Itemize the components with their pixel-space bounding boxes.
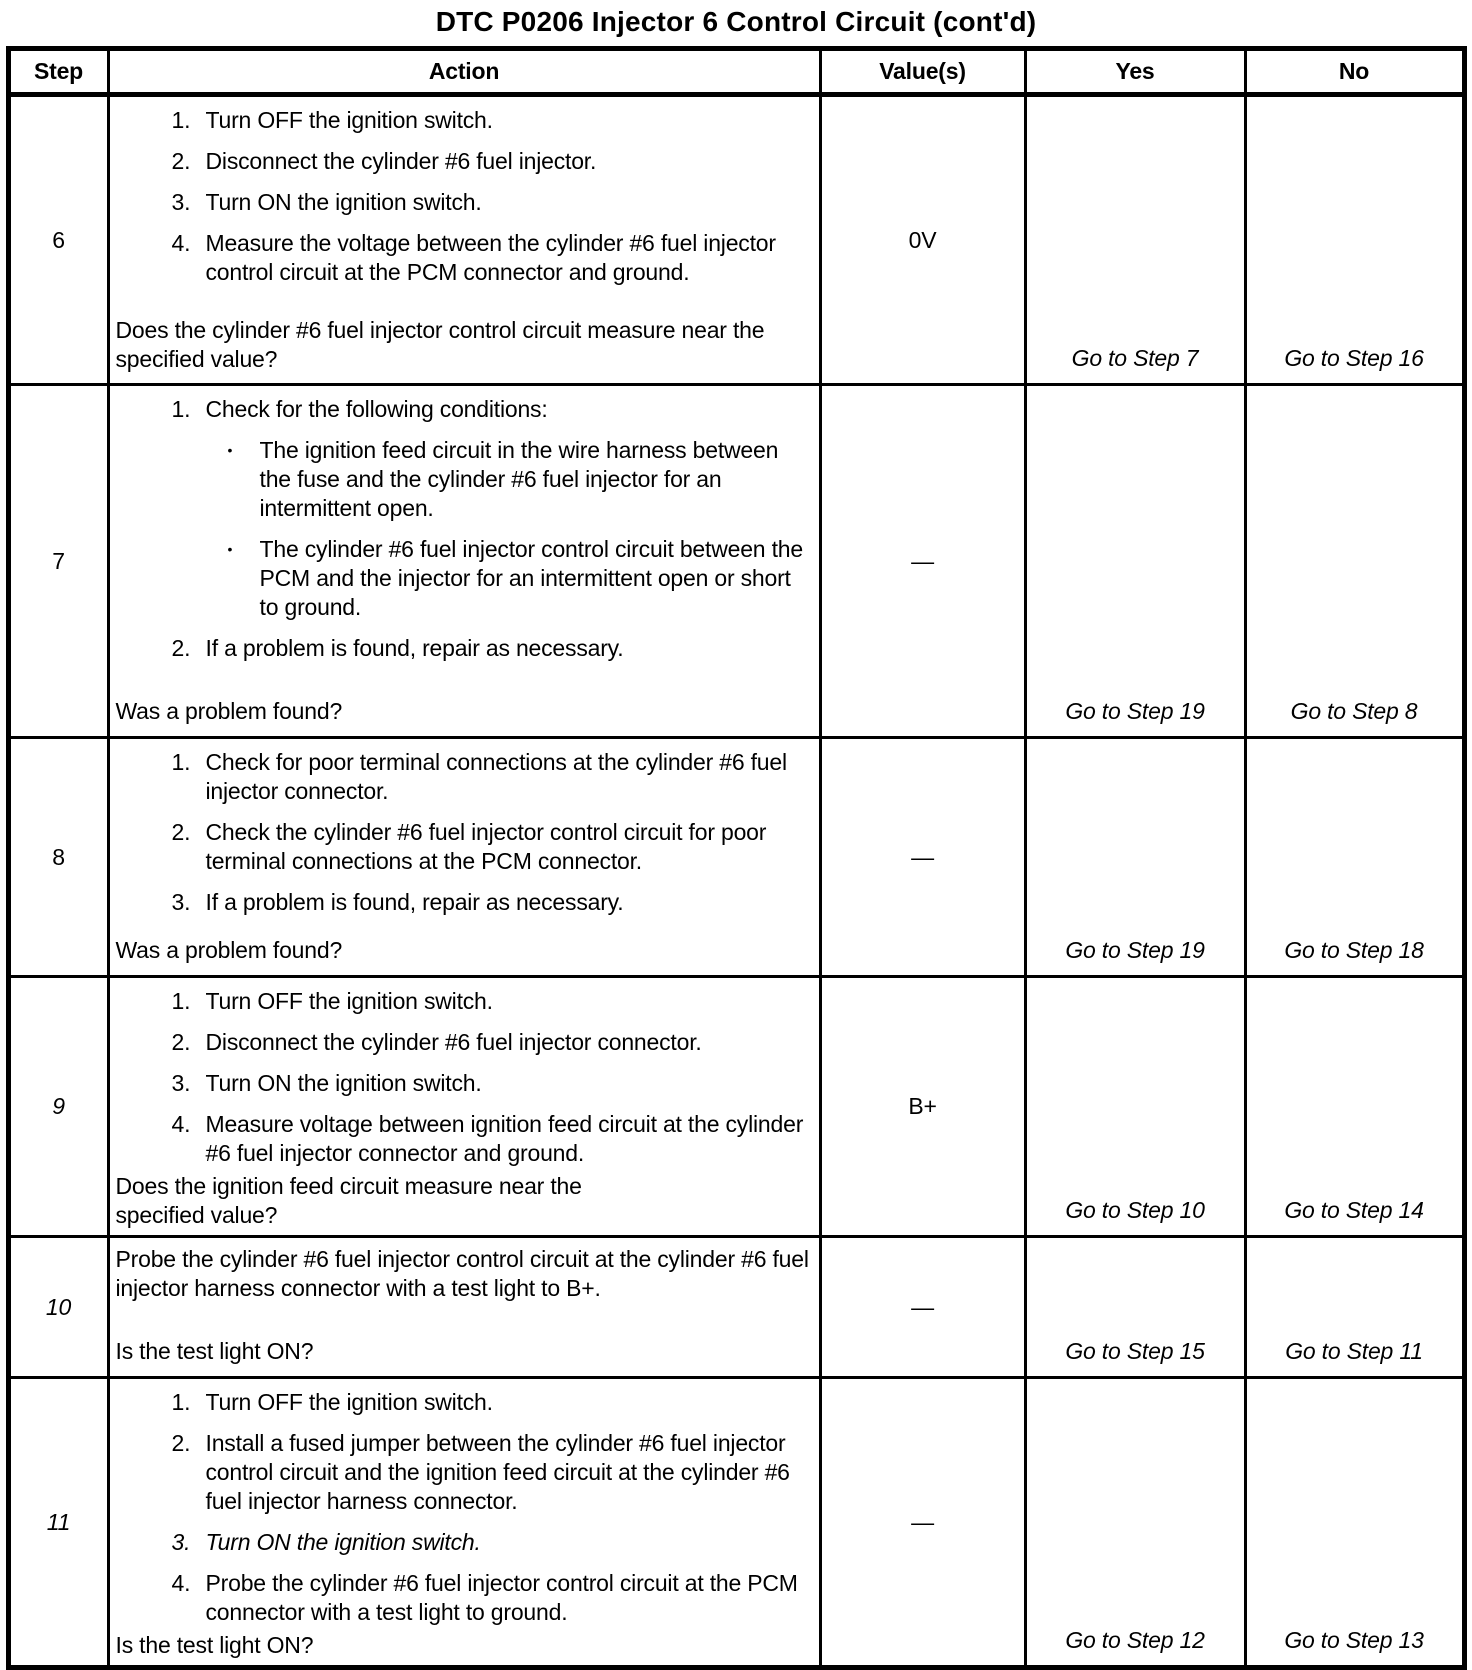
yes-cell: Go to Step 10	[1025, 977, 1245, 1237]
item-text: Disconnect the cylinder #6 fuel injector.	[205, 148, 597, 174]
action-item	[116, 188, 811, 217]
step-cell: 10	[8, 1237, 108, 1378]
item-text: If a problem is found, repair as necessary.	[205, 889, 624, 915]
question-text: Does the cylinder #6 fuel injector control circuit measure near the specified value?	[115, 317, 765, 372]
no-cell: Go to Step 13	[1245, 1378, 1464, 1668]
action-items	[116, 102, 811, 287]
action-item	[116, 1569, 811, 1627]
item-text: Install a fused jumper between the cylinder #6 fuel injector control circuit and the ignition feed circuit at the cylinder #6 fuel injector harness connector.	[205, 1430, 790, 1514]
yes-cell: Go to Step 7	[1025, 95, 1245, 385]
bullet-icon: •	[227, 442, 233, 458]
item-number: 3.	[171, 1070, 191, 1096]
item-text: Measure the voltage between the cylinder #6 fuel injector control circuit at the PCM connector and ground.	[205, 230, 776, 285]
value-cell: —	[820, 738, 1025, 977]
action-items	[116, 1384, 811, 1627]
item-number: 1.	[171, 749, 191, 775]
item-text: Check for poor terminal connections at the cylinder #6 fuel injector connector.	[205, 749, 787, 804]
value-cell: 0V	[820, 95, 1025, 385]
item-number: 1.	[171, 988, 191, 1014]
step-cell: 7	[8, 385, 108, 738]
action-item	[116, 634, 811, 663]
no-cell: Go to Step 14	[1245, 977, 1464, 1237]
item-number: 4.	[171, 1570, 191, 1596]
action-item	[116, 987, 811, 1016]
column-header-no: No	[1245, 49, 1464, 95]
column-header-action: Action	[108, 49, 820, 95]
value-cell: —	[820, 1378, 1025, 1668]
item-number: 2.	[171, 148, 191, 174]
item-text: Turn ON the ignition switch.	[205, 1070, 482, 1096]
table-row	[8, 1237, 1464, 1378]
action-item	[116, 1110, 811, 1168]
action-text: Probe the cylinder #6 fuel injector control circuit at the cylinder #6 fuel injector harness connector with a test light to B+.	[115, 1246, 809, 1301]
action-cell	[108, 95, 820, 385]
item-number: 1.	[171, 107, 191, 133]
action-items	[116, 391, 811, 663]
no-cell: Go to Step 18	[1245, 738, 1464, 977]
yes-cell: Go to Step 12	[1025, 1378, 1245, 1668]
table-row	[8, 738, 1464, 977]
item-number: 2.	[171, 635, 191, 661]
step-cell: 8	[8, 738, 108, 977]
action-item	[116, 1028, 811, 1057]
item-text: Measure voltage between ignition feed circuit at the cylinder #6 fuel injector connector and ground.	[205, 1111, 804, 1166]
item-number: 4.	[171, 230, 191, 256]
item-text: Probe the cylinder #6 fuel injector control circuit at the PCM connector with a test light to ground.	[205, 1570, 798, 1625]
yes-cell: Go to Step 15	[1025, 1237, 1245, 1378]
item-number: 3.	[171, 889, 191, 915]
action-items	[116, 744, 811, 917]
page-title: DTC P0206 Injector 6 Control Circuit (cont'd)	[435, 6, 1037, 37]
item-text: Turn ON the ignition switch.	[205, 189, 482, 215]
diagnostic-table	[6, 46, 1467, 1670]
item-number: 4.	[171, 1111, 191, 1137]
question-text: Does the ignition feed circuit measure near the specified value?	[115, 1173, 582, 1228]
no-cell: Go to Step 16	[1245, 95, 1464, 385]
item-text: Turn OFF the ignition switch.	[205, 988, 493, 1014]
column-header-step: Step	[8, 49, 108, 95]
action-cell	[108, 738, 820, 977]
action-item	[116, 748, 811, 806]
bullet-icon: •	[227, 541, 233, 557]
table-row	[8, 977, 1464, 1237]
item-number: 2.	[171, 1029, 191, 1055]
table-row	[8, 385, 1464, 738]
action-item	[116, 395, 811, 424]
value-cell: —	[820, 1237, 1025, 1378]
action-cell	[108, 385, 820, 738]
action-item	[116, 229, 811, 287]
no-cell: Go to Step 8	[1245, 385, 1464, 738]
action-item	[116, 147, 811, 176]
header-row	[8, 49, 1464, 95]
value-cell: B+	[820, 977, 1025, 1237]
question-text: Is the test light ON?	[115, 1632, 314, 1658]
item-number: 3.	[171, 1529, 191, 1555]
yes-cell: Go to Step 19	[1025, 738, 1245, 977]
item-number: 2.	[171, 1430, 191, 1456]
item-number: 3.	[171, 189, 191, 215]
action-cell	[108, 1378, 820, 1668]
action-sub-item	[116, 535, 811, 622]
question-text: Was a problem found?	[115, 937, 343, 963]
step-cell: 9	[8, 977, 108, 1237]
column-header-yes: Yes	[1025, 49, 1245, 95]
action-cell	[108, 977, 820, 1237]
item-text: Check for the following conditions:	[205, 396, 548, 422]
item-text: The cylinder #6 fuel injector control circuit between the PCM and the injector for an intermittent open or short to ground.	[259, 536, 803, 620]
item-text: Turn ON the ignition switch.	[205, 1529, 481, 1555]
question-text: Is the test light ON?	[115, 1338, 314, 1364]
action-item	[116, 818, 811, 876]
table-row	[8, 1378, 1464, 1668]
action-item	[116, 106, 811, 135]
yes-cell: Go to Step 19	[1025, 385, 1245, 738]
item-text: If a problem is found, repair as necessary.	[205, 635, 624, 661]
item-text: Check the cylinder #6 fuel injector control circuit for poor terminal connections at the PCM connector.	[205, 819, 767, 874]
question-text: Was a problem found?	[115, 698, 343, 724]
action-item	[116, 1528, 811, 1557]
item-text: Turn OFF the ignition switch.	[205, 1389, 493, 1415]
column-header-values: Value(s)	[820, 49, 1025, 95]
item-number: 1.	[171, 1389, 191, 1415]
action-cell	[108, 1237, 820, 1378]
action-item	[116, 888, 811, 917]
no-cell: Go to Step 11	[1245, 1237, 1464, 1378]
item-text: The ignition feed circuit in the wire harness between the fuse and the cylinder #6 fuel injector for an intermittent open.	[259, 437, 779, 521]
value-cell: —	[820, 385, 1025, 738]
action-item	[116, 1069, 811, 1098]
item-text: Disconnect the cylinder #6 fuel injector connector.	[205, 1029, 702, 1055]
item-text: Turn OFF the ignition switch.	[205, 107, 493, 133]
step-cell: 11	[8, 1378, 108, 1668]
item-number: 2.	[171, 819, 191, 845]
action-sub-item	[116, 436, 811, 523]
action-item	[116, 1429, 811, 1516]
action-item	[116, 1388, 811, 1417]
item-number: 1.	[171, 396, 191, 422]
action-items	[116, 983, 811, 1168]
table-row	[8, 95, 1464, 385]
step-cell: 6	[8, 95, 108, 385]
